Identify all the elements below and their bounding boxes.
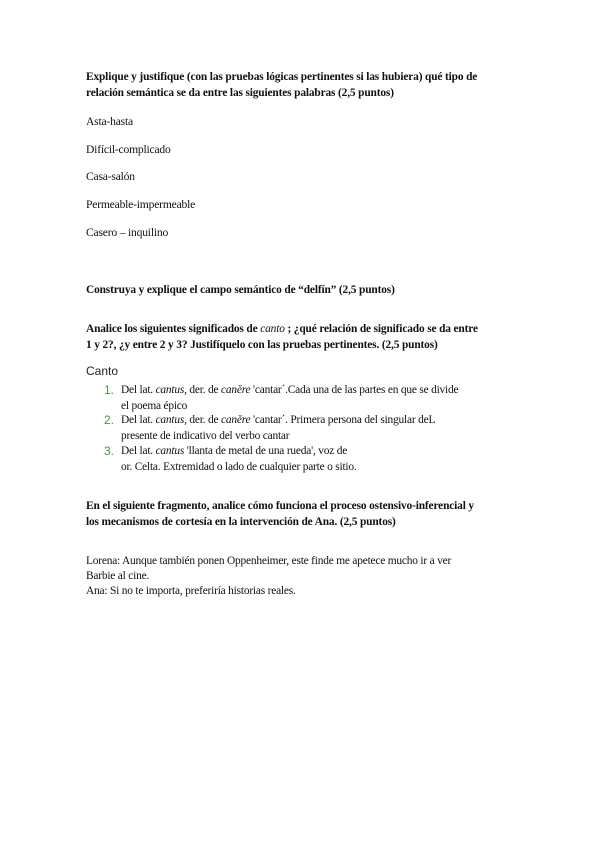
word-pair-3: Casa-salón bbox=[86, 170, 135, 183]
definition-2-line-1 bbox=[121, 413, 521, 429]
word-pair-4: Permeable-impermeable bbox=[86, 198, 196, 211]
definition-1 bbox=[121, 383, 521, 414]
definition-2 bbox=[121, 413, 521, 444]
definition-1-line-2: el poema épico bbox=[121, 399, 188, 412]
question-1-title-line-2: relación semántica se da entre las siguientes palabras (2,5 puntos) bbox=[86, 86, 394, 99]
headword-canto: Canto bbox=[86, 364, 119, 378]
definition-1-text-e: 'cantar´.Cada una de las partes en que se divide bbox=[250, 384, 459, 396]
definition-1-line-1 bbox=[121, 383, 521, 399]
word-pair-2: Difícil-complicado bbox=[86, 143, 171, 156]
question-2-title: Construya y explique el campo semántico de “delfín” (2,5 puntos) bbox=[86, 284, 395, 296]
word-pair-5: Casero – inquilino bbox=[86, 226, 169, 239]
definition-3-text-a: Del lat. bbox=[121, 445, 156, 457]
definition-3-etymon: cantus bbox=[155, 445, 185, 457]
definition-2-text-a: Del lat. bbox=[121, 414, 156, 426]
question-3-title-line-2: 1 y 2?, ¿y entre 2 y 3? Justifíquelo con las pruebas pertinentes. (2,5 puntos) bbox=[86, 338, 438, 351]
definition-1-root: canĕre bbox=[221, 384, 251, 396]
definition-1-number: 1. bbox=[104, 383, 115, 397]
dialog-line-3: Ana: Si no te importa, preferiría historias reales. bbox=[86, 585, 296, 597]
question-4-title bbox=[86, 499, 514, 530]
definition-2-number: 2. bbox=[104, 413, 115, 427]
question-3-title bbox=[86, 322, 514, 353]
dialog-fragment bbox=[86, 554, 516, 599]
question-4-title-line-2: los mecanismos de cortesía en la intervención de Ana. (2,5 puntos) bbox=[86, 515, 396, 528]
definition-3-number: 3. bbox=[104, 444, 115, 458]
definition-1-etymon: cantus, bbox=[155, 384, 187, 396]
question-1-title-line-1: Explique y justifique (con las pruebas lógicas pertinentes si las hubiera) qué tipo de bbox=[86, 71, 478, 83]
definition-2-root: canĕre bbox=[221, 414, 251, 426]
definition-3-line-2: or. Celta. Extremidad o lado de cualquier parte o sitio. bbox=[121, 460, 357, 473]
definition-3 bbox=[121, 444, 521, 475]
definition-3-text-c: 'llanta de metal de una rueda', voz de bbox=[184, 445, 348, 457]
definition-1-text-a: Del lat. bbox=[121, 384, 156, 396]
definition-2-text-e: 'cantar´. Primera persona del singular deL bbox=[250, 414, 436, 426]
word-pair-1: Asta-hasta bbox=[86, 115, 133, 128]
definition-1-text-c: der. de bbox=[186, 384, 222, 396]
definition-2-line-2: presente de indicativo del verbo cantar bbox=[121, 429, 290, 442]
dialog-line-2: Barbie al cine. bbox=[86, 570, 150, 582]
definition-2-etymon: cantus, bbox=[155, 414, 187, 426]
definition-2-text-c: der. de bbox=[186, 414, 222, 426]
question-4-title-line-1: En el siguiente fragmento, analice cómo funciona el proceso ostensivo-inferencial y bbox=[86, 500, 474, 512]
question-3-title-italic: canto bbox=[260, 323, 285, 335]
question-3-title-pre: Analice los siguientes significados de bbox=[86, 323, 261, 335]
question-3-title-line-1 bbox=[86, 322, 514, 338]
question-1-title bbox=[86, 70, 514, 101]
definition-3-line-1 bbox=[121, 444, 521, 460]
question-3-title-post: ; ¿qué relación de significado se da entre bbox=[284, 323, 478, 335]
dialog-line-1: Lorena: Aunque también ponen Oppenheimer, este finde me apetece mucho ir a ver bbox=[86, 555, 452, 567]
